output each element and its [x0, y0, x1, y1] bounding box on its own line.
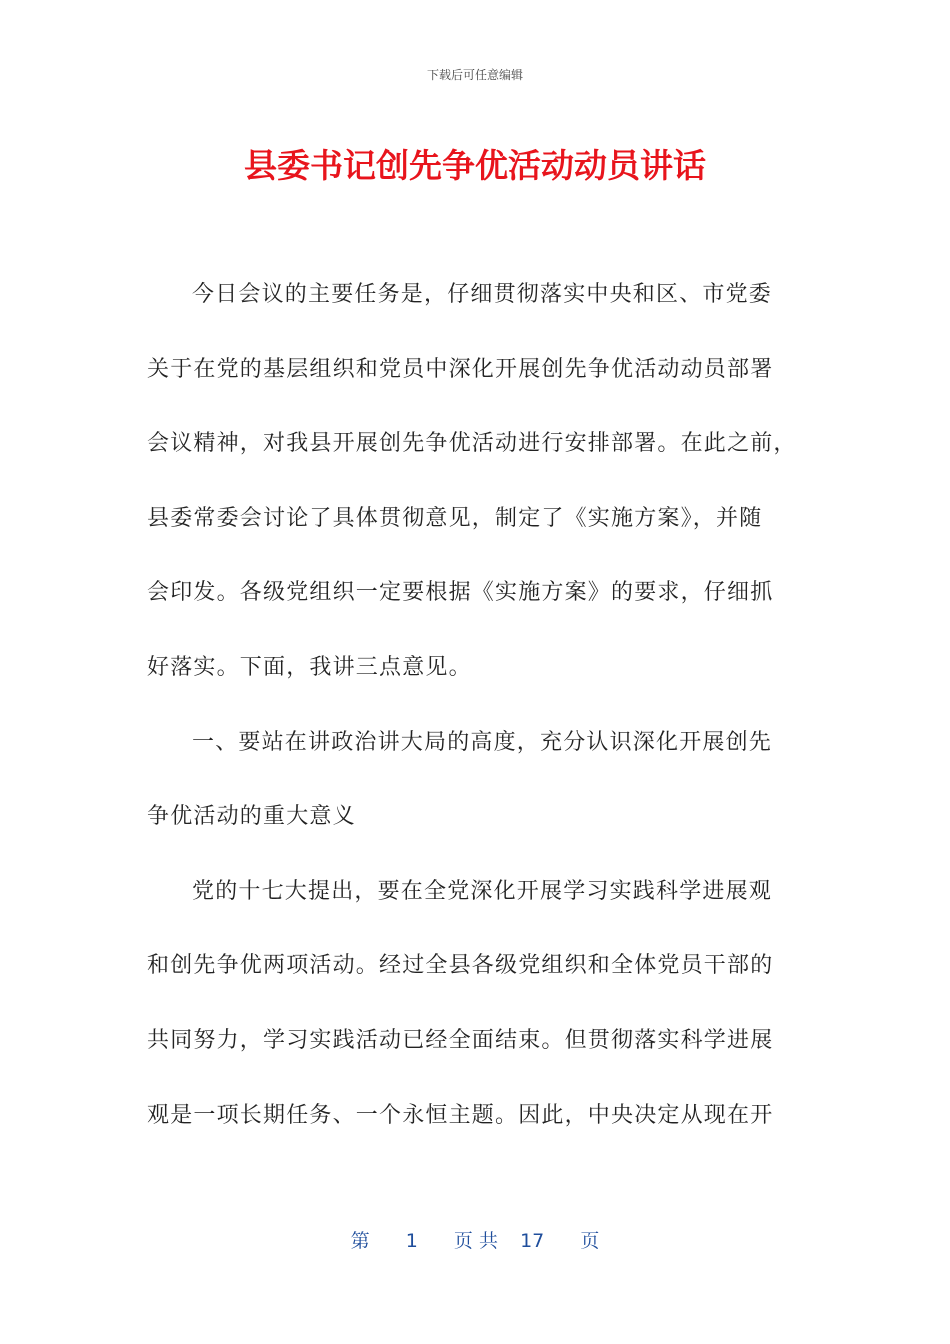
footer-current-page: 1 — [405, 1230, 418, 1252]
body-line: 县委常委会讨论了具体贯彻意见，制定了《实施方案》，并随 — [147, 505, 763, 531]
section-heading-line: 一、要站在讲政治讲大局的高度，充分认识深化开展创先 — [192, 729, 773, 755]
document-title: 县委书记创先争优活动动员讲话 — [244, 146, 706, 185]
body-line: 共同努力，学习实践活动已经全面结束。但贯彻落实科学进展 — [147, 1027, 774, 1053]
body-line: 今日会议的主要任务是，仔细贯彻落实中央和区、市党委 — [192, 282, 773, 307]
body-line: 党的十七大提出，要在全党深化开展学习实践科学进展观 — [192, 878, 773, 904]
body-line: 关于在党的基层组织和党员中深化开展创先争优活动动员部署 — [147, 356, 774, 382]
page-footer — [0, 1226, 950, 1253]
header-note: 下载后可任意编辑 — [426, 68, 523, 82]
body-line: 会议精神，对我县开展创先争优活动进行安排部署。在此之前， — [147, 431, 797, 457]
document-body — [147, 275, 807, 1170]
footer-page-mid: 页 共 — [453, 1230, 498, 1252]
body-line: 好落实。下面，我讲三点意见。 — [147, 654, 472, 680]
footer-page-suffix: 页 — [580, 1230, 600, 1252]
section-heading-line: 争优活动的重大意义 — [147, 804, 356, 830]
body-line: 会印发。各级党组织一定要根据《实施方案》的要求，仔细抓 — [147, 580, 774, 606]
body-line: 和创先争优两项活动。经过全县各级党组织和全体党员干部的 — [147, 953, 774, 979]
footer-total-pages: 17 — [520, 1230, 545, 1252]
body-line: 观是一项长期任务、一个永恒主题。因此，中央决定从现在开 — [147, 1102, 774, 1128]
footer-page-prefix: 第 — [350, 1230, 370, 1252]
